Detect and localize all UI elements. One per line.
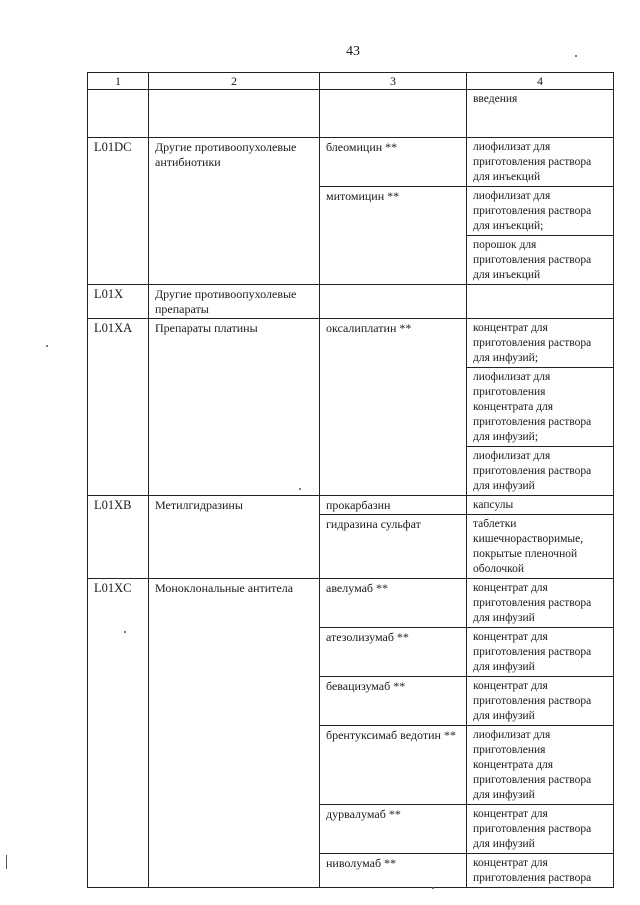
dosage-form-cell: концентрат для приготовления раствора — [467, 854, 614, 888]
scan-speck — [46, 345, 48, 347]
dosage-form-cell: лиофилизат для приготовления раствора для инъекций; — [467, 187, 614, 236]
drug-cell: ниволумаб ** — [320, 854, 467, 888]
dosage-form-cell — [467, 285, 614, 319]
atc-code-cell: L01XB — [88, 496, 149, 579]
group-cell: Моноклональные антитела — [149, 579, 320, 888]
dosage-form-cell: лиофилизат для приготовления раствора для инфузий — [467, 447, 614, 496]
drug-cell: гидразина сульфат — [320, 515, 467, 579]
scan-speck — [124, 631, 126, 633]
drug-cell: оксалиплатин ** — [320, 319, 467, 496]
drug-cell: блеомицин ** — [320, 138, 467, 187]
dosage-form-cell: концентрат для приготовления раствора для инфузий; — [467, 319, 614, 368]
scan-speck — [575, 55, 577, 57]
drug-cell: митомицин ** — [320, 187, 467, 285]
table-row — [88, 496, 614, 515]
group-cell: Другие противоопухолевые антибиотики — [149, 138, 320, 285]
table-row — [88, 319, 614, 368]
dosage-form-cell: лиофилизат для приготовления раствора для инъекций — [467, 138, 614, 187]
atc-code-cell: L01XA — [88, 319, 149, 496]
atc-code-cell — [88, 90, 149, 138]
medication-table — [87, 72, 614, 888]
drug-cell: прокарбазин — [320, 496, 467, 515]
atc-code-cell: L01X — [88, 285, 149, 319]
header-cell: 4 — [467, 73, 614, 90]
drug-cell: дурвалумаб ** — [320, 805, 467, 854]
group-cell — [149, 90, 320, 138]
dosage-form-cell: таблетки кишечнорастворимые, покрытые пленочной оболочкой — [467, 515, 614, 579]
drug-cell: бевацизумаб ** — [320, 677, 467, 726]
scan-speck — [6, 855, 7, 869]
dosage-form-cell: порошок для приготовления раствора для инъекций — [467, 236, 614, 285]
table-row — [88, 138, 614, 187]
drug-cell — [320, 285, 467, 319]
atc-code-cell: L01DC — [88, 138, 149, 285]
dosage-form-cell: введения — [467, 90, 614, 138]
group-cell: Другие противоопухолевые препараты — [149, 285, 320, 319]
dosage-form-cell: концентрат для приготовления раствора для инфузий — [467, 628, 614, 677]
dosage-form-cell: лиофилизат для приготовления концентрата для приготовления раствора для инфузий; — [467, 368, 614, 447]
table-header-row — [88, 73, 614, 90]
page-number: 43 — [346, 44, 360, 59]
dosage-form-cell: концентрат для приготовления раствора для инфузий — [467, 579, 614, 628]
table-row — [88, 579, 614, 628]
dosage-form-cell: лиофилизат для приготовления концентрата для приготовления раствора для инфузий — [467, 726, 614, 805]
drug-cell: брентуксимаб ведотин ** — [320, 726, 467, 805]
table-row — [88, 285, 614, 319]
scan-speck — [299, 488, 301, 490]
header-cell: 2 — [149, 73, 320, 90]
drug-cell — [320, 90, 467, 138]
table-row — [88, 90, 614, 138]
drug-cell: авелумаб ** — [320, 579, 467, 628]
scan-speck — [432, 887, 434, 889]
drug-cell: атезолизумаб ** — [320, 628, 467, 677]
header-cell: 3 — [320, 73, 467, 90]
dosage-form-cell: капсулы — [467, 496, 614, 515]
header-cell: 1 — [88, 73, 149, 90]
group-cell: Метилгидразины — [149, 496, 320, 579]
dosage-form-cell: концентрат для приготовления раствора для инфузий — [467, 677, 614, 726]
atc-code-cell: L01XC — [88, 579, 149, 888]
group-cell: Препараты платины — [149, 319, 320, 496]
dosage-form-cell: концентрат для приготовления раствора для инфузий — [467, 805, 614, 854]
